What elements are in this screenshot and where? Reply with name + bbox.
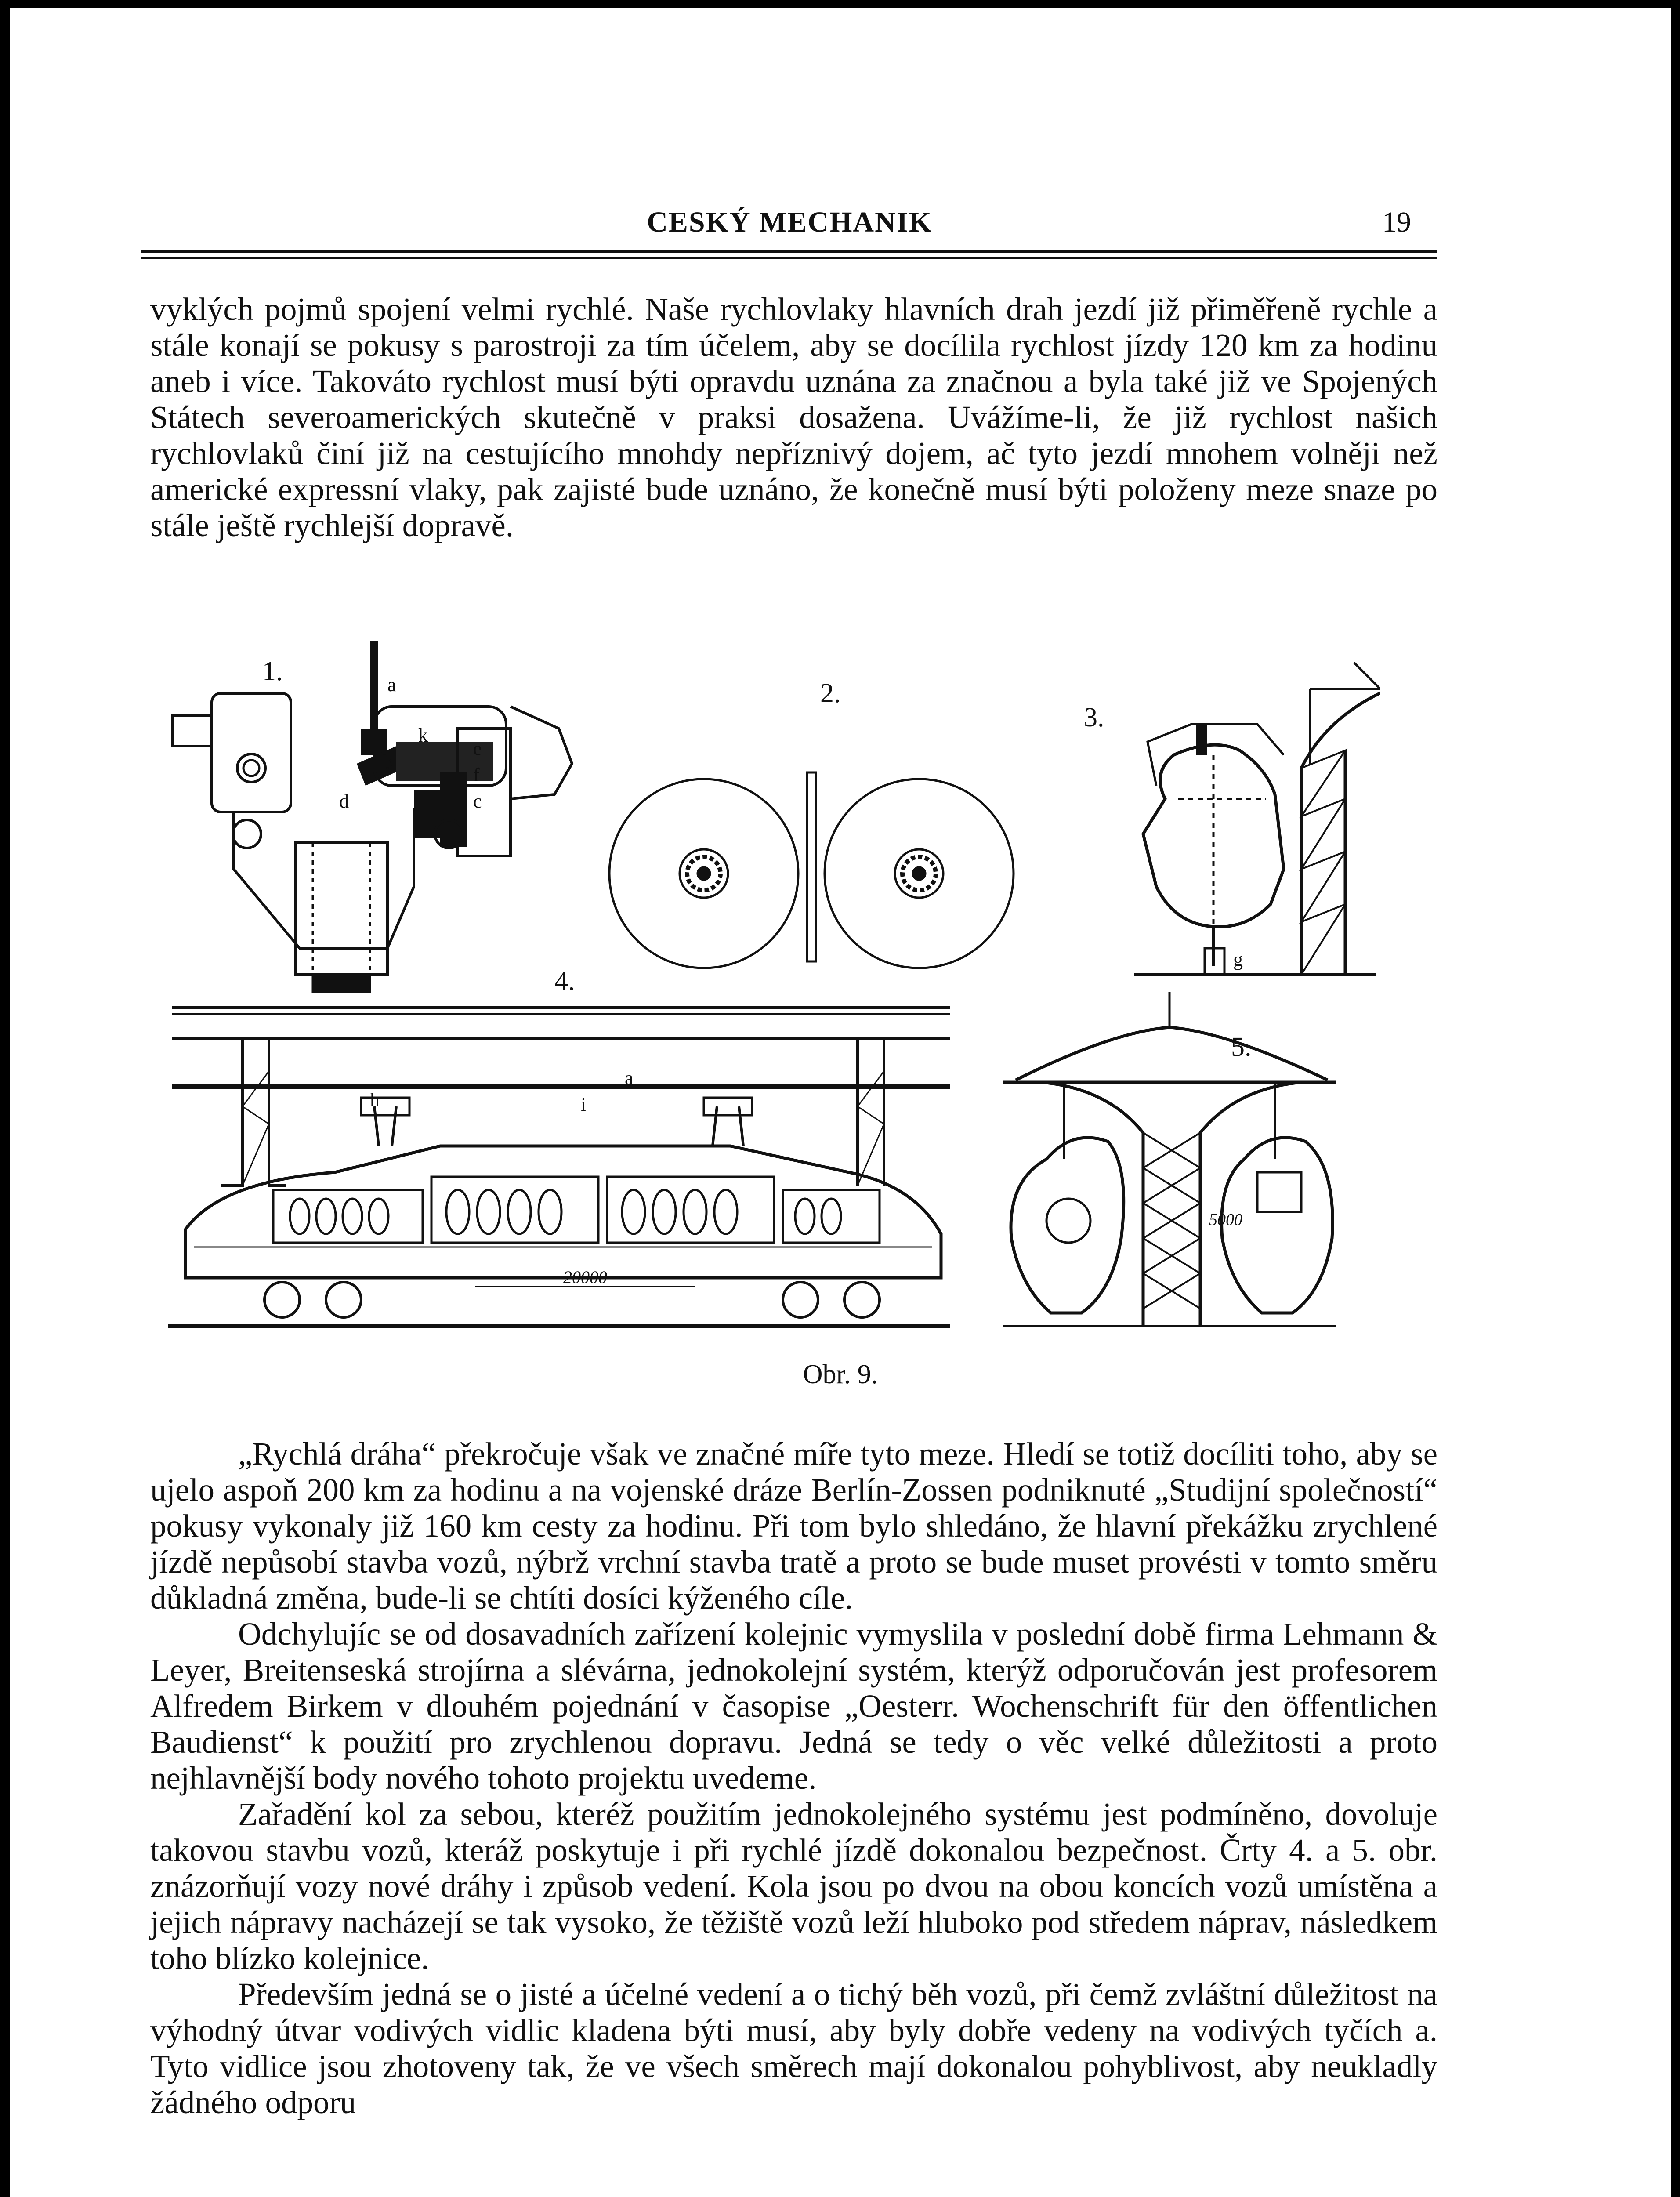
header-rule-thin bbox=[141, 257, 1437, 259]
figure-illustration bbox=[168, 641, 1380, 1344]
paragraph: „Rychlá dráha“ překročuje však ve značné míře tyto meze. Hledí se totiž docíliti toho, aby se ujelo aspoň 200 km za hodinu a na vojenské dráze Berlín-Zossen podniknuté „Studijní společností“ pokusy vykonaly již 160 km cesty za hodinu. Při tom bylo shledáno, že hlavní překážku zrychlené jízdě nepůsobí stavba vozů, nýbrž vrchní stavba tratě a proto se bude muset provésti v tomto směru důkladná změna, bude-li se chtíti dosíci kýženého cíle. bbox=[150, 1436, 1437, 1616]
paragraph: Zařadění kol za sebou, kteréž použitím jednokolejného systému jest podmíněno, dovoluje takovou stavbu vozů, kteráž poskytuje i při rychlé jízdě dokonalou bezpečnost. Črty 4. a 5. obr. znázorňují vozy nové dráhy i způsob vedení. Kola jsou po dvou na obou koncích vozů umístěna a jejich nápravy nacházejí se tak vysoko, že těžiště vozů leží hluboko pod středem náprav, následkem toho blízko kolejnice. bbox=[150, 1796, 1437, 1976]
journal-title: CESKÝ MECHANIK bbox=[647, 206, 932, 238]
fig5-dimension: 5000 bbox=[1209, 1211, 1242, 1229]
body-text-top bbox=[150, 291, 1437, 544]
header-rule bbox=[141, 250, 1437, 253]
fig4-dimension: 20000 bbox=[563, 1267, 607, 1287]
running-header bbox=[141, 206, 1437, 250]
paragraph: Především jedná se o jisté a účelné vedení a o tichý běh vozů, při čemž zvláštní důležitost na výhodný útvar vodivých vidlic kladena býti musí, aby byly dobře vedeny na vodivých tyčích a. Tyto vidlice jsou zhotoveny tak, že ve všech směrech mají dokonalou pohyblivost, aby neukladly žádného odporu bbox=[150, 1976, 1437, 2120]
fig3-label-g: g bbox=[1233, 949, 1243, 970]
fig5-label: 5. bbox=[1231, 1032, 1252, 1062]
page bbox=[10, 8, 1671, 2197]
fig1-label-d: d bbox=[339, 790, 349, 812]
figure-caption: Obr. 9. bbox=[803, 1360, 878, 1389]
fig1-label-f: f bbox=[473, 764, 480, 786]
fig3-label: 3. bbox=[1084, 703, 1104, 732]
fig1-label-a: a bbox=[387, 674, 396, 696]
paragraph: Odchylujíc se od dosavadních zařízení kolejnic vymyslila v poslední době firma Lehmann & Leyer, Breitenseská strojírna a slévárna, jednokolejní systém, kterýž odporučován jest profesorem Alfredem Birkem v dlouhém pojednání v časopise „Oesterr. Wochenschrift für den öffentlichen Baudienst“ k použití pro zrychlenou dopravu. Jedná se tedy o věc velké důležitosti a proto nejhlavnější body nového tohoto projektu uvedeme. bbox=[150, 1616, 1437, 1796]
figure-1-clamp bbox=[172, 641, 572, 992]
fig4-label-i: i bbox=[581, 1094, 587, 1115]
fig1-label: 1. bbox=[262, 656, 283, 686]
figure-3-suspended-car bbox=[1084, 663, 1380, 975]
fig1-label-b: b bbox=[383, 751, 393, 772]
fig4-label-h: h bbox=[370, 1089, 380, 1111]
fig4-label-a: a bbox=[625, 1067, 634, 1089]
fig4-label: 4. bbox=[554, 966, 575, 996]
paragraph: vyklých pojmů spojení velmi rychlé. Naše rychlovlaky hlavních drah jezdí již přiměřeně rychle a stále konají se pokusy s parostroji za tím účelem, aby se docílila rychlost jízdy 120 km za hodinu aneb i více. Takováto rychlost musí býti opravdu uznána za značnou a byla také již ve Spojených Státech severoamerických skutečně v praksi dosažena. Uvážíme-li, že již rychlost našich rychlovlaků činí již na cestujícího mnohdy nepříznivý dojem, ač tyto jezdí mnohem volněji než americké expressní vlaky, pak zajisté bude uznáno, že konečně musí býti položeny meze snaze po stále ještě rychlejší dopravě. bbox=[150, 291, 1437, 543]
figure-2-rope-sections bbox=[609, 678, 1014, 968]
fig2-label: 2. bbox=[820, 678, 841, 708]
fig1-label-e: e bbox=[473, 738, 482, 759]
figure-5-pylon-cars bbox=[1003, 992, 1336, 1326]
body-text-bottom bbox=[150, 1436, 1437, 2121]
fig1-label-c: c bbox=[473, 790, 482, 812]
fig1-label-k: k bbox=[418, 725, 428, 746]
page-number: 19 bbox=[1382, 206, 1411, 238]
figure-4-railcar bbox=[168, 966, 950, 1326]
